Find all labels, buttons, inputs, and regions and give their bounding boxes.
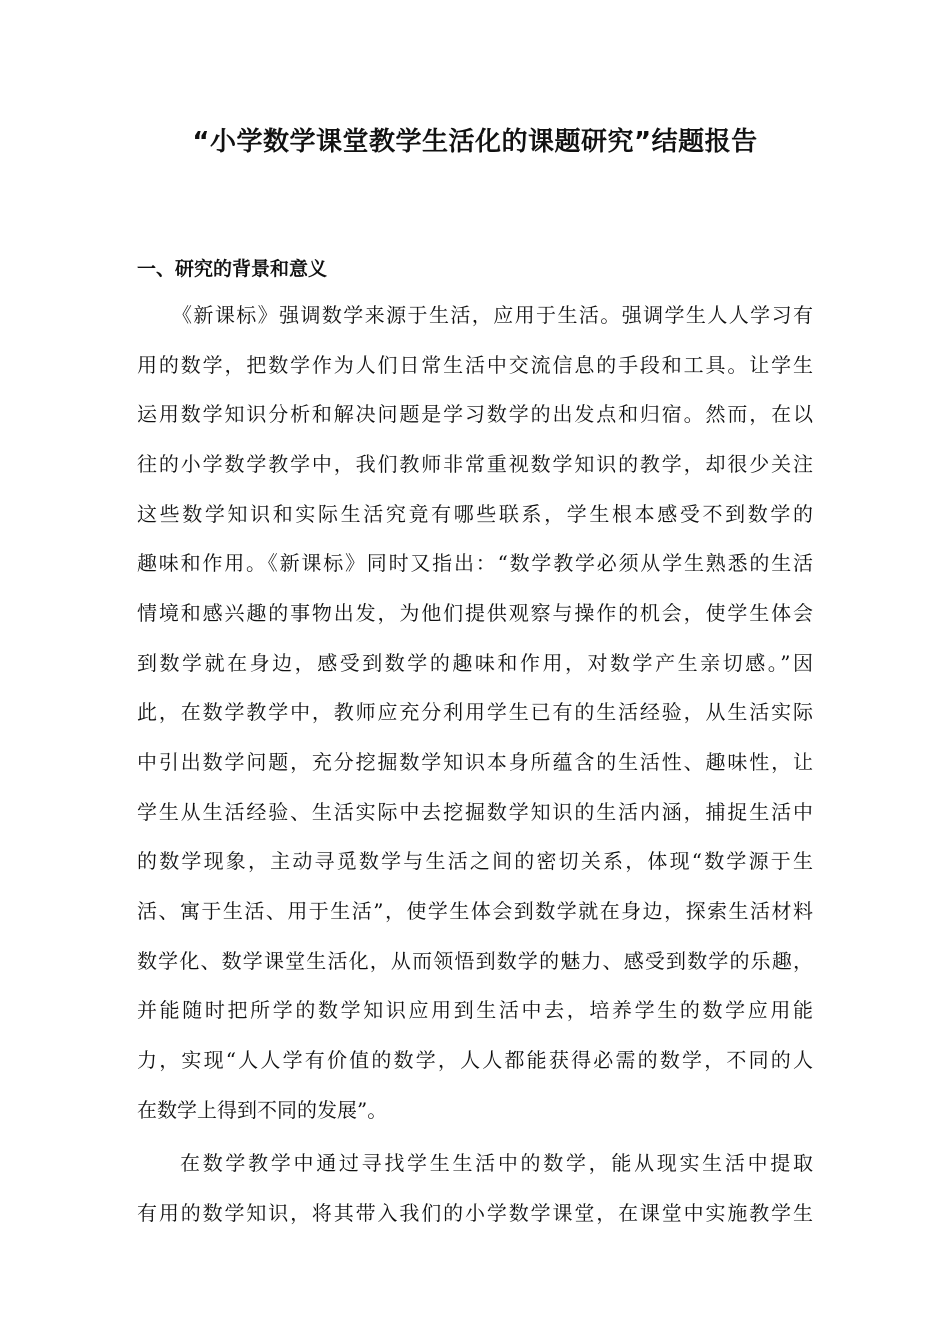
paragraph-line: 情境和感兴趣的事物出发，为他们提供观察与操作的机会，使学生体会 (137, 601, 813, 625)
paragraph-line: 趣味和作用。《新课标》同时又指出：“数学教学必须从学生熟悉的生活 (137, 551, 813, 575)
paragraph-line: 活、寓于生活、用于生活”，使学生体会到数学就在身边，探索生活材料 (137, 899, 813, 923)
paragraph-line: 有用的数学知识，将其带入我们的小学数学课堂，在课堂中实施教学生 (137, 1201, 813, 1225)
paragraph-line: 这些数学知识和实际生活究竟有哪些联系，学生根本感受不到数学的 (137, 502, 813, 526)
paragraph-line: 学生从生活经验、生活实际中去挖掘数学知识的生活内涵，捕捉生活中 (137, 800, 813, 824)
paragraph-line: 并能随时把所学的数学知识应用到生活中去，培养学生的数学应用能 (137, 998, 813, 1022)
paragraph-line: 力，实现“人人学有价值的数学，人人都能获得必需的数学，不同的人 (137, 1048, 813, 1072)
paragraph-line: 用的数学，把数学作为人们日常生活中交流信息的手段和工具。让学生 (137, 353, 813, 377)
document-title: “小学数学课堂教学生活化的课题研究”结题报告 (192, 127, 758, 157)
paragraph-line: 的数学现象，主动寻觅数学与生活之间的密切关系，体现“数学源于生 (137, 849, 813, 873)
paragraph-line: 《新课标》强调数学来源于生活，应用于生活。强调学生人人学习有 (172, 303, 813, 327)
paragraph-line: 在数学教学中通过寻找学生生活中的数学，能从现实生活中提取 (180, 1151, 813, 1175)
section-heading: 一、研究的背景和意义 (137, 258, 328, 280)
paragraph-line: 中引出数学问题，充分挖掘数学知识本身所蕴含的生活性、趣味性，让 (137, 750, 813, 774)
paragraph-line: 在数学上得到不同的发展”。 (137, 1098, 388, 1122)
paragraph-line: 此，在数学教学中，教师应充分利用学生已有的生活经验，从生活实际 (137, 700, 813, 724)
paragraph-line: 到数学就在身边，感受到数学的趣味和作用，对数学产生亲切感。”因 (137, 651, 813, 675)
paragraph-line: 运用数学知识分析和解决问题是学习数学的出发点和归宿。然而，在以 (137, 402, 813, 426)
paragraph-line: 数学化、数学课堂生活化，从而领悟到数学的魅力、感受到数学的乐趣， (137, 949, 813, 973)
paragraph-line: 往的小学数学教学中，我们教师非常重视数学知识的教学，却很少关注 (137, 452, 813, 476)
